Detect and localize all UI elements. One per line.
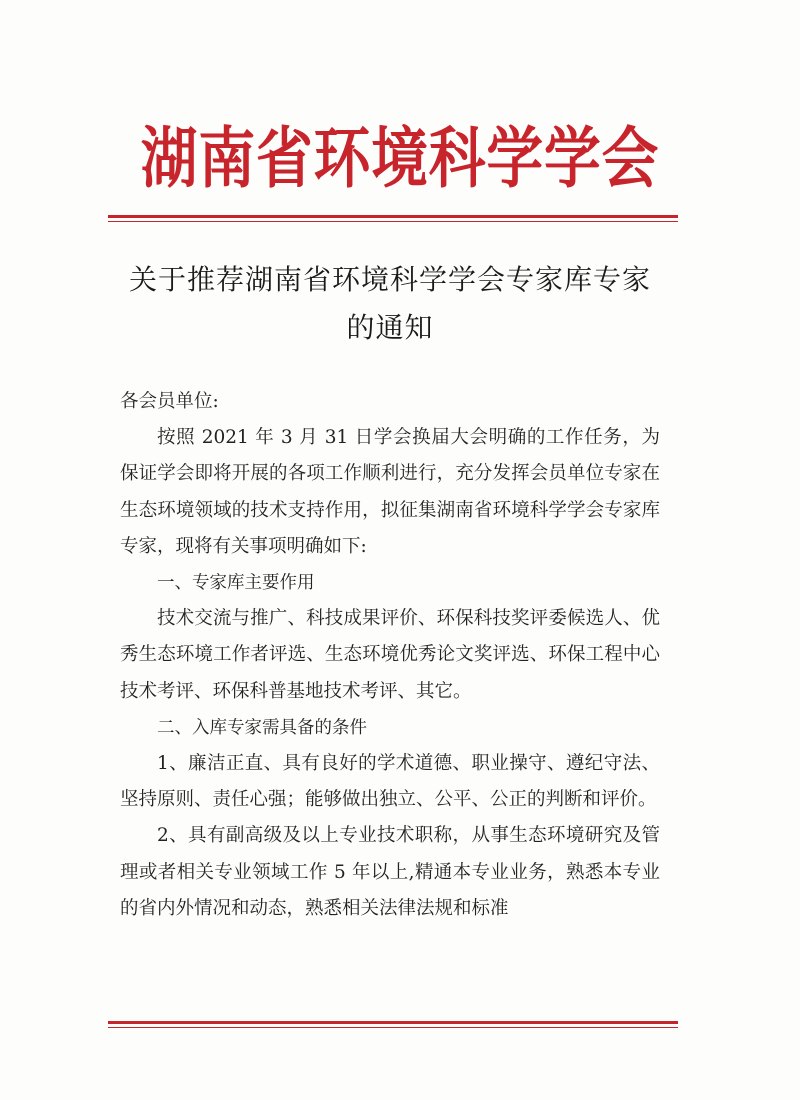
section-1-heading: 一、专家库主要作用	[157, 573, 315, 594]
notice-title-line-1: 关于推荐湖南省环境科学学会专家库专家	[128, 263, 651, 296]
section-2-heading: 二、入库专家需具备的条件	[157, 717, 367, 738]
letterhead-divider	[108, 215, 678, 222]
section-1-paragraph: 技术交流与推广、科技成果评价、环保科技奖评委候选人、优秀生态环境工作者评选、生态环境优秀论文奖评选、环保工程中心技术考评、环保科普基地技术考评、其它。	[120, 608, 660, 702]
footer-divider-thin-line	[108, 1027, 678, 1028]
footer-divider-thick-line	[108, 1021, 678, 1024]
condition-2-paragraph: 2、具有副高级及以上专业技术职称，从事生态环境研究及管理或者相关专业领域工作 5 年以上,精通本专业业务，熟悉本专业的省内外情况和动态，熟悉相关法律法规和标准	[120, 825, 660, 919]
divider-thin-line	[108, 221, 678, 222]
condition-1-paragraph: 1、廉洁正直、具有良好的学术道德、职业操守、遵纪守法、坚持原则、责任心强；能够做出独立、公平、公正的判断和评价。	[120, 753, 660, 811]
notice-title-line-2: 的通知	[346, 311, 434, 344]
intro-paragraph: 按照 2021 年 3 月 31 日学会换届大会明确的工作任务，为保证学会即将开展的各项工作顺利进行，充分发挥会员单位专家在生态环境领域的技术支持作用，拟征集湖南省环境科学学会专家库专家，现将有关事项明确如下:	[120, 427, 660, 557]
organization-letterhead: 湖南省环境科学学会	[140, 120, 660, 197]
notice-title	[100, 256, 680, 352]
footer-divider	[108, 1021, 678, 1028]
divider-thick-line	[108, 215, 678, 218]
salutation: 各会员单位:	[120, 391, 219, 412]
notice-body	[120, 384, 660, 927]
